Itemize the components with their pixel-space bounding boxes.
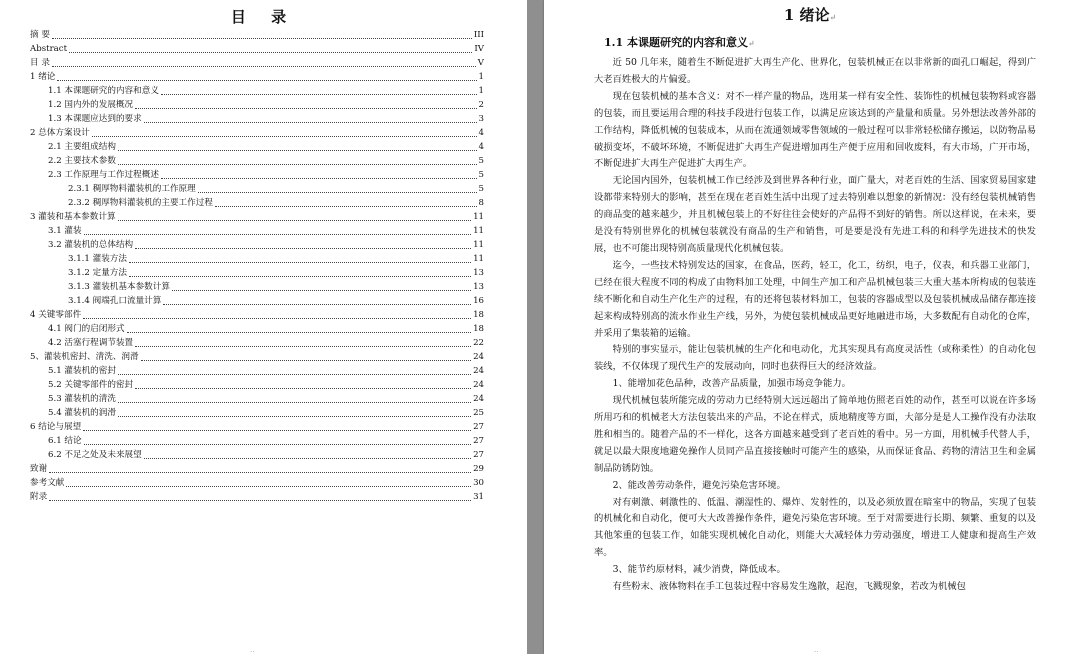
- toc-entry-title: 2.1 主要组成结构: [48, 142, 116, 152]
- toc-leader-dots: [49, 499, 471, 501]
- toc-entry[interactable]: [30, 420, 484, 434]
- toc-entry-title: 3 灌装和基本参数计算: [30, 212, 116, 222]
- toc-leader-dots: [163, 303, 471, 305]
- page-footer-mark: ‥: [814, 646, 819, 654]
- toc-entry-title: 2 总体方案设计: [30, 128, 90, 138]
- toc-entry-page: 27: [473, 450, 484, 460]
- toc-entry[interactable]: [30, 462, 484, 476]
- toc-entry-page: 24: [473, 394, 484, 404]
- toc-entry[interactable]: [30, 434, 484, 448]
- body-paragraph: 迄今，一些技术特别发达的国家，在食品，医药，轻工，化工，纺织，电子，仪表，和兵器工业部门，已经在很大程度不同的构成了由物料加工处理，中间生产加工和产品机械包装三大重大基本所构成的包装连续不断化和自动生产化生产的过程，有的还将包装材料加工，包装的容器成型以及包装机械成品储存都连接起来构成特别高的流水作业生产线，另外，为使包装机械成品更好地融进市场，大多数配有自动化的仓库，并采用了集装箱的运输。: [594, 259, 1036, 339]
- toc-entry[interactable]: [30, 406, 484, 420]
- toc-leader-dots: [69, 51, 472, 53]
- toc-entry-title: 目 录: [30, 58, 50, 68]
- body-paragraph: 特别的事实显示，能让包装机械的生产化和电动化，尤其实现具有高度灵活性（或称柔性）的自动化包装线，不仅体现了现代生产的发展动向，同时也获得巨大的经济效益。: [594, 344, 1036, 373]
- toc-entry[interactable]: [30, 140, 484, 154]
- toc-entry-page: V: [477, 58, 484, 68]
- toc-entry[interactable]: [30, 42, 484, 56]
- toc-entry-title: 4 关键零部件: [30, 310, 82, 320]
- body-paragraph: 3、能节约原材料，减少消费，降低成本。: [612, 564, 786, 576]
- toc-entry[interactable]: [30, 224, 484, 238]
- toc-entry-page: 31: [473, 492, 484, 502]
- toc-entry-title: 3.1.3 灌装机基本参数计算: [68, 282, 170, 292]
- toc-entry[interactable]: [30, 98, 484, 112]
- toc-entry-page: 11: [473, 240, 484, 250]
- toc-page: [0, 0, 527, 654]
- toc-entry[interactable]: [30, 154, 484, 168]
- toc-entry[interactable]: [30, 266, 484, 280]
- toc-entry-title: 参考文献: [30, 478, 65, 488]
- toc-entry-page: 24: [473, 352, 484, 362]
- toc-entry-page: 11: [473, 212, 484, 222]
- toc-leader-dots: [127, 331, 472, 333]
- toc-leader-dots: [141, 359, 471, 361]
- toc-entry[interactable]: [30, 336, 484, 350]
- toc-entry[interactable]: [30, 308, 484, 322]
- toc-entry[interactable]: [30, 392, 484, 406]
- toc-entry-title: 附录: [30, 492, 48, 502]
- toc-entry-title: 5.1 灌装机的密封: [48, 366, 116, 376]
- toc-entry-title: 2.2 主要技术参数: [48, 156, 116, 166]
- toc-entry-title: 5、灌装机密封、清洗、润滑: [30, 352, 139, 362]
- toc-leader-dots: [57, 79, 476, 81]
- toc-leader-dots: [92, 135, 477, 137]
- toc-entry-page: 18: [473, 310, 484, 320]
- toc-entry-title: 2.3.2 稠厚物料灌装机的主要工作过程: [68, 198, 213, 208]
- toc-list: [30, 28, 484, 504]
- toc-entry[interactable]: [30, 238, 484, 252]
- toc-entry[interactable]: [30, 364, 484, 378]
- toc-entry-page: 4: [478, 128, 484, 138]
- toc-entry-page: 27: [473, 436, 484, 446]
- toc-entry[interactable]: [30, 322, 484, 336]
- toc-entry-title: 4.2 活塞行程调节装置: [48, 338, 134, 348]
- toc-entry-page: 3: [478, 114, 484, 124]
- toc-leader-dots: [52, 37, 472, 39]
- toc-entry-page: 2: [478, 100, 484, 110]
- toc-entry[interactable]: [30, 56, 484, 70]
- toc-entry-page: 24: [473, 380, 484, 390]
- toc-entry-title: 3.1.2 定量方法: [68, 268, 127, 278]
- toc-leader-dots: [118, 163, 477, 165]
- toc-leader-dots: [161, 93, 477, 95]
- toc-entry[interactable]: [30, 168, 484, 182]
- toc-title: 目 录: [230, 8, 297, 26]
- toc-leader-dots: [118, 219, 472, 221]
- toc-entry-title: 3.2 灌装机的总体结构: [48, 240, 134, 250]
- body-paragraph: 无论国内国外，包装机械工作已经涉及到世界各种行业，面广量大，对老百姓的生活、国家贸易国家建设都带来特别大的影响，甚至在现在老百姓生活中出现了过去特别难以想象的新情况：没有经包装机械销售的商品变的越来越少，并且机械包装上的不好往往会使好的产品得不到好的销售。所以这样说，在未来，要是没有特别世界化的机械包装就没有商品的生产和销售，可是要是没有先进工科的和科学先进技术的快发展，也不可能出现特别高质量现代化机械包装。: [594, 175, 1036, 254]
- toc-leader-dots: [83, 429, 471, 431]
- toc-entry[interactable]: [30, 350, 484, 364]
- toc-entry-page: IV: [474, 44, 484, 54]
- toc-leader-dots: [83, 317, 471, 319]
- toc-leader-dots: [118, 415, 471, 417]
- toc-entry-title: 2.3.1 稠厚物料灌装机的工作原理: [68, 184, 196, 194]
- toc-entry-title: 1.3 本课题应达到的要求: [48, 114, 142, 124]
- toc-entry-page: 1: [478, 72, 484, 82]
- body-paragraph: 对有刺激、刺激性的、低温、潮湿性的、爆炸、发射性的，以及必须放置在暗室中的物品，实现了包装的机械化和自动化，便可大大改善操作条件，避免污染危害环境。至于对需要进行长期、频繁、重复的以及其他笨重的包装工作，如能实现机械化自动化，则能大大减轻体力劳动强度，增进工人健康和提高生产效率。: [594, 496, 1036, 559]
- toc-entry-page: 11: [473, 226, 484, 236]
- toc-entry-page: 13: [473, 268, 484, 278]
- body-paragraph: 有些粉末、液体物料在手工包装过程中容易发生逸散，起泡，飞溅现象，若改为机械包: [612, 581, 966, 593]
- toc-leader-dots: [215, 205, 477, 207]
- toc-entry-page: 25: [473, 408, 484, 418]
- body-paragraph: 2、能改善劳动条件，避免污染危害环境。: [612, 479, 786, 491]
- toc-leader-dots: [135, 345, 471, 347]
- body-paragraph: 近 50 几年来，随着生不断促进扩大再生产化、世界化，包装机械正在以非常新的面孔口崛起，得到广大老百姓极大的片偏爱。: [594, 57, 1036, 85]
- toc-entry-page: 22: [473, 338, 484, 348]
- toc-entry[interactable]: [30, 126, 484, 140]
- toc-entry-title: 4.1 阀门的启闭形式: [48, 324, 125, 334]
- page-footer-mark: ‥: [250, 646, 255, 654]
- toc-entry-title: 2.3 工作原理与工作过程概述: [48, 170, 159, 180]
- toc-entry[interactable]: [30, 448, 484, 462]
- toc-entry-title: Abstract: [30, 44, 68, 54]
- toc-leader-dots: [135, 247, 471, 249]
- toc-entry-page: 18: [473, 324, 484, 334]
- toc-entry[interactable]: [30, 28, 484, 42]
- toc-entry-title: 6.1 结论: [48, 436, 82, 446]
- section-title: 1.1 本课题研究的内容和意义↵: [604, 36, 755, 49]
- toc-entry[interactable]: [30, 210, 484, 224]
- toc-entry-title: 5.4 灌装机的润滑: [48, 408, 116, 418]
- toc-entry[interactable]: [30, 112, 484, 126]
- toc-entry-title: 3.1.1 灌装方法: [68, 254, 127, 264]
- body-paragraph: 现代机械包装所能完成的劳动力已经特别大远远超出了简单地仿照老百姓的动作，甚至可以说在许多场所用巧和的机械老大方法包装出来的产品，不论在样式，质地精度等方面，大部分是是人工操作没有办法取胜和相当的。随着产品的不一样化，这各方面越来越受到了老百姓的看中。另一方面，用机械手代替人手，就足以最大限度地避免操作人员同产品直接接触时可能产生的感染，从而保证食品、药物的清洁卫生和金属制品防锈防蚀。: [594, 395, 1036, 474]
- toc-entry-title: 1.1 本课题研究的内容和意义: [48, 86, 159, 96]
- toc-entry-page: 4: [478, 142, 484, 152]
- toc-leader-dots: [118, 373, 471, 375]
- toc-entry-page: 30: [473, 478, 484, 488]
- toc-entry-page: 13: [473, 282, 484, 292]
- toc-entry[interactable]: [30, 294, 484, 308]
- toc-leader-dots: [135, 107, 476, 109]
- chapter-body: [594, 55, 1036, 596]
- toc-leader-dots: [172, 289, 471, 291]
- toc-entry[interactable]: [30, 70, 484, 84]
- toc-entry-page: 27: [473, 422, 484, 432]
- toc-entry[interactable]: [30, 490, 484, 504]
- toc-entry-title: 5.3 灌装机的清洗: [48, 394, 116, 404]
- toc-leader-dots: [84, 233, 471, 235]
- toc-leader-dots: [161, 177, 477, 179]
- body-paragraph: 现在包装机械的基本含义：对不一样产量的物品，选用某一样有安全性、装饰性的机械包装物料或容器的包装，而且要运用合理的科技手段进行包装工作，以满足应该达到的产量量和质量。另外想法改善外部的工作结构，降低机械的包装成本，从而在流通领域零售领域的一般过程可以非常轻松储存搬运，以防物品易破损变坏，不破坏环境，不断促进扩大再生产促进增加再生产便于应用和回收废料，有大市场，广开市场，不断促进扩大再生产促进扩大再生产。: [594, 90, 1036, 170]
- toc-entry[interactable]: [30, 252, 484, 266]
- toc-leader-dots: [118, 401, 471, 403]
- page-gap: [527, 0, 544, 654]
- chapter-title: 1 绪论↵: [783, 6, 837, 24]
- toc-entry-title: 致谢: [30, 464, 48, 474]
- toc-entry-page: 8: [478, 198, 484, 208]
- toc-leader-dots: [66, 485, 471, 487]
- body-paragraph: 1、能增加花色品种，改善产品质量，加强市场竞争能力。: [612, 378, 851, 390]
- toc-entry-title: 摘 要: [30, 30, 50, 40]
- toc-leader-dots: [52, 65, 476, 67]
- toc-leader-dots: [129, 275, 471, 277]
- toc-leader-dots: [49, 471, 471, 473]
- toc-entry-page: III: [473, 30, 484, 40]
- toc-entry-title: 3.1.4 阀端孔口流量计算: [68, 296, 162, 306]
- toc-entry[interactable]: [30, 196, 484, 210]
- toc-entry-page: 11: [473, 254, 484, 264]
- toc-leader-dots: [135, 387, 471, 389]
- toc-entry[interactable]: [30, 182, 484, 196]
- toc-entry[interactable]: [30, 280, 484, 294]
- toc-entry-page: 5: [478, 170, 484, 180]
- toc-entry-page: 5: [478, 156, 484, 166]
- toc-leader-dots: [144, 457, 471, 459]
- toc-entry-page: 1: [478, 86, 484, 96]
- toc-entry[interactable]: [30, 378, 484, 392]
- toc-entry-page: 16: [473, 296, 484, 306]
- toc-entry-page: 5: [478, 184, 484, 194]
- toc-entry-title: 6.2 不足之处及未来展望: [48, 450, 142, 460]
- toc-entry-title: 1.2 国内外的发展概况: [48, 100, 134, 110]
- toc-entry[interactable]: [30, 476, 484, 490]
- toc-leader-dots: [129, 261, 471, 263]
- toc-entry-title: 5.2 关键零部件的密封: [48, 380, 134, 390]
- toc-leader-dots: [84, 443, 471, 445]
- toc-leader-dots: [198, 191, 477, 193]
- toc-entry-page: 24: [473, 366, 484, 376]
- chapter-page: [544, 0, 1076, 654]
- toc-entry-page: 29: [473, 464, 484, 474]
- toc-entry-title: 6 结论与展望: [30, 422, 82, 432]
- toc-entry-title: 3.1 灌装: [48, 226, 82, 236]
- toc-entry-title: 1 绪论: [30, 72, 56, 82]
- toc-entry[interactable]: [30, 84, 484, 98]
- toc-leader-dots: [118, 149, 477, 151]
- toc-leader-dots: [144, 121, 477, 123]
